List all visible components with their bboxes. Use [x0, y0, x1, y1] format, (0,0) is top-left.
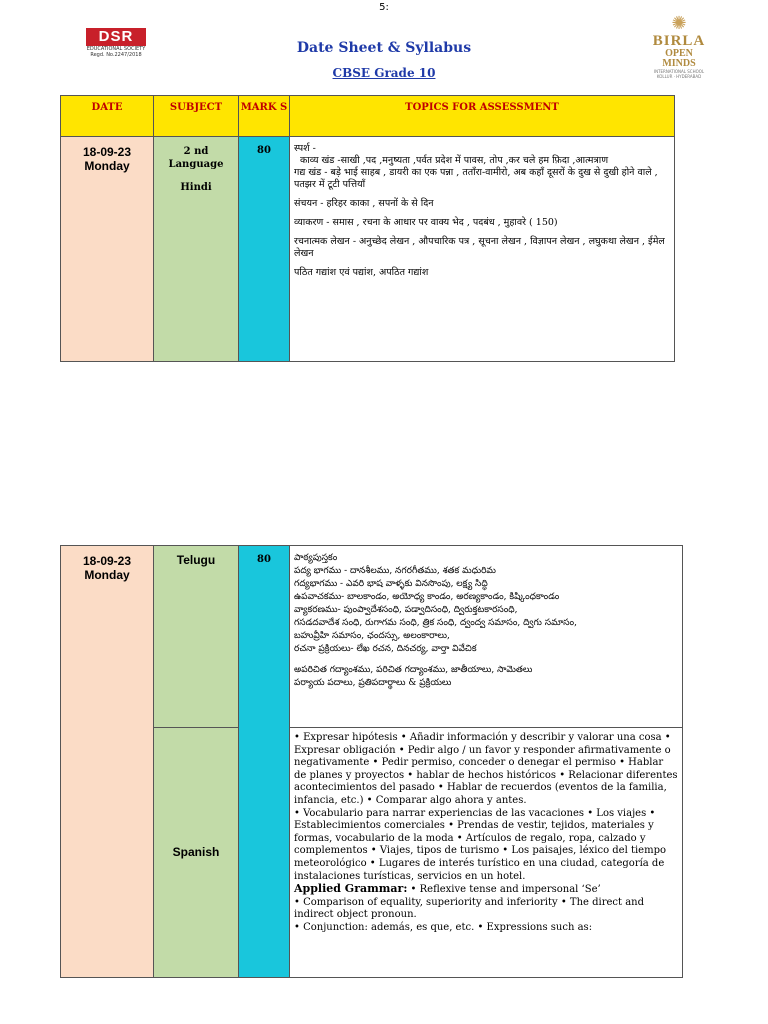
birla-logo-place: KOLLUR · HYDERABAD	[656, 74, 702, 79]
subject-cell: Telugu	[154, 546, 239, 728]
topic-line: బహువ్రీహి సమాసం, ఛందస్సు, అలంకారాలు,	[294, 631, 450, 641]
topic-line: పర్యాయ పదాలు, ప్రతిపదార్థాలు & ప్రక్రియలు	[294, 678, 452, 688]
topic-line: पठित गद्यांश एवं पद्यांश, अपठित गद्यांश	[294, 267, 429, 278]
grammar-text: • Reflexive tense and impersonal ‘Se’	[407, 884, 601, 896]
topic-line: रचनात्मक लेखन - अनुच्छेद लेखन , औपचारिक पत्र , सूचना लेखन , विज्ञापन लेखन , लघुकथा लेखन , ईमेल लेखन	[294, 236, 665, 259]
topics-cell	[290, 728, 683, 978]
date-cell	[61, 546, 154, 978]
topic-line: काव्य खंड -साखी ,पद ,मनुष्यता ,पर्वत प्रदेश में पावस, तोप ,कर चले हम फ़िदा ,आत्मत्राण	[300, 155, 609, 166]
dsr-logo-reg: Regd. No.2247/2018	[90, 52, 142, 58]
topic-line: అపరిచిత గద్యాంశము, పరిచిత గద్యాంశము, జాతీయాలు, సామెతలు	[294, 665, 533, 675]
birla-logo-name: BIRLA	[652, 33, 706, 49]
header-topics: TOPICS FOR ASSESSMENT	[290, 96, 675, 137]
topic-paragraph: • Conjunction: además, es que, etc. • Expressions such as:	[294, 921, 593, 933]
birla-logo-subtitle: INTERNATIONAL SCHOOL	[653, 69, 705, 74]
table-header-row	[61, 96, 675, 137]
topics-cell	[290, 137, 675, 362]
marks-cell: 80	[239, 546, 290, 978]
day-value: Monday	[84, 568, 130, 582]
subject-cell: Spanish	[154, 728, 239, 978]
page-subtitle: CBSE Grade 10	[332, 66, 436, 80]
topic-line: గసడదవాదేశ సంధి, రుగాగమ సంధి, త్రిక సంధి, ద్వంద్వ సమాసం, ద్విగు సమాసం,	[294, 618, 577, 628]
topic-line: రచనా ప్రక్రియలు- లేఖ రచన, దినచర్య, వార్తా వివేచిక	[294, 644, 477, 654]
grammar-label: Applied Grammar:	[294, 882, 408, 896]
day-value: Monday	[84, 159, 130, 173]
topic-paragraph: • Comparison of equality, superiority and inferiority • The direct and indirect object pronoun.	[294, 896, 645, 921]
table-row	[61, 546, 683, 728]
topic-paragraph: • Vocabulario para narrar experiencias de las vacaciones • Los viajes • Establecimientos comerciales • Prendas de vestir, tejidos, materiales y formas, vocabulario de la moda • Artículos de regalo, ropa, calzado y complementos • Viajes, tipos de turismo • Los paisajes, léxico del tiempo meteorológico • Lugares de interés turístico en una ciudad, categoría de instalaciones turísticas, servicios en un hotel.	[294, 807, 667, 882]
table-row	[61, 137, 675, 362]
topic-line: स्पर्श -	[294, 143, 316, 154]
topic-paragraph: • Expresar hipótesis • Añadir información y describir y valorar una cosa • Expresar obligación • Pedir algo / un favor y responder afirmativamente o negativamente • Pedir permiso, conceder o denegar el permiso • Hablar de planes y proyectos • hablar de hechos históricos • Relacionar diferentes acontecimientos del pasado • Hablar de recuerdos (eventos de la familia, infancia, etc.) • Comparar algo ahora y antes.	[294, 732, 678, 806]
date-value: 18-09-23	[82, 145, 132, 159]
topic-line: పాఠ్యపుస్తకం	[294, 553, 338, 563]
topic-line: పద్య భాగము - దానశీలము, నగరగీతము, శతక మధురిమ	[294, 566, 496, 576]
subject-line: Language	[168, 159, 224, 170]
topic-line: व्याकरण - समास , रचना के आधार पर वाक्य भेद , पदबंध , मुहावरे ( 150)	[294, 217, 558, 228]
topic-line: గద్యభాగము - ఎవరి భాష వాళ్ళకు వినసొంపు, లక్ష్య సిద్ధి	[294, 579, 488, 589]
page-number: 5:	[379, 2, 389, 13]
hindi-table	[60, 95, 675, 362]
subject-cell	[154, 137, 239, 362]
topics-cell	[290, 546, 683, 728]
tree-icon: ✺	[671, 13, 687, 34]
header-marks: MARK S	[239, 96, 290, 137]
dsr-logo-subtitle: EDUCATIONAL SOCIETY	[86, 46, 146, 52]
date-value: 18-09-23	[82, 554, 132, 568]
subject-line: Hindi	[180, 182, 212, 193]
header-date: DATE	[61, 96, 154, 137]
birla-logo-open: OPEN MINDS	[662, 48, 696, 69]
topic-line: వ్యాకరణము- పుంప్వాదేశసంధి, పడ్వాదిసంధి, ద్విరుక్తటకారసంధి,	[294, 605, 518, 615]
date-cell	[61, 137, 154, 362]
header-subject: SUBJECT	[154, 96, 239, 137]
dsr-logo-mark: DSR	[86, 28, 146, 46]
topic-line: ఉపవాచకము- బాలకాండం, అయోధ్య కాండం, అరణ్యకాండం, కిష్కింధకాండం	[294, 592, 560, 602]
table-row	[61, 728, 683, 978]
topic-line: गद्य खंड - बड़े भाई साहब , डायरी का एक पन्ना , तताँरा-वामीरो, अब कहाँ दूसरों के दुख से दुखी होने वाले , पतझर में टूटी पत्तियाँ	[294, 167, 658, 190]
topic-line: संचयन - हरिहर काका , सपनों के से दिन	[294, 198, 434, 209]
marks-cell: 80	[239, 137, 290, 362]
page-title: Date Sheet & Syllabus	[296, 40, 472, 56]
topic-spacer	[294, 656, 678, 664]
grammar-line	[294, 883, 678, 897]
subject-line: 2 nd	[183, 146, 209, 157]
language-table	[60, 545, 683, 978]
